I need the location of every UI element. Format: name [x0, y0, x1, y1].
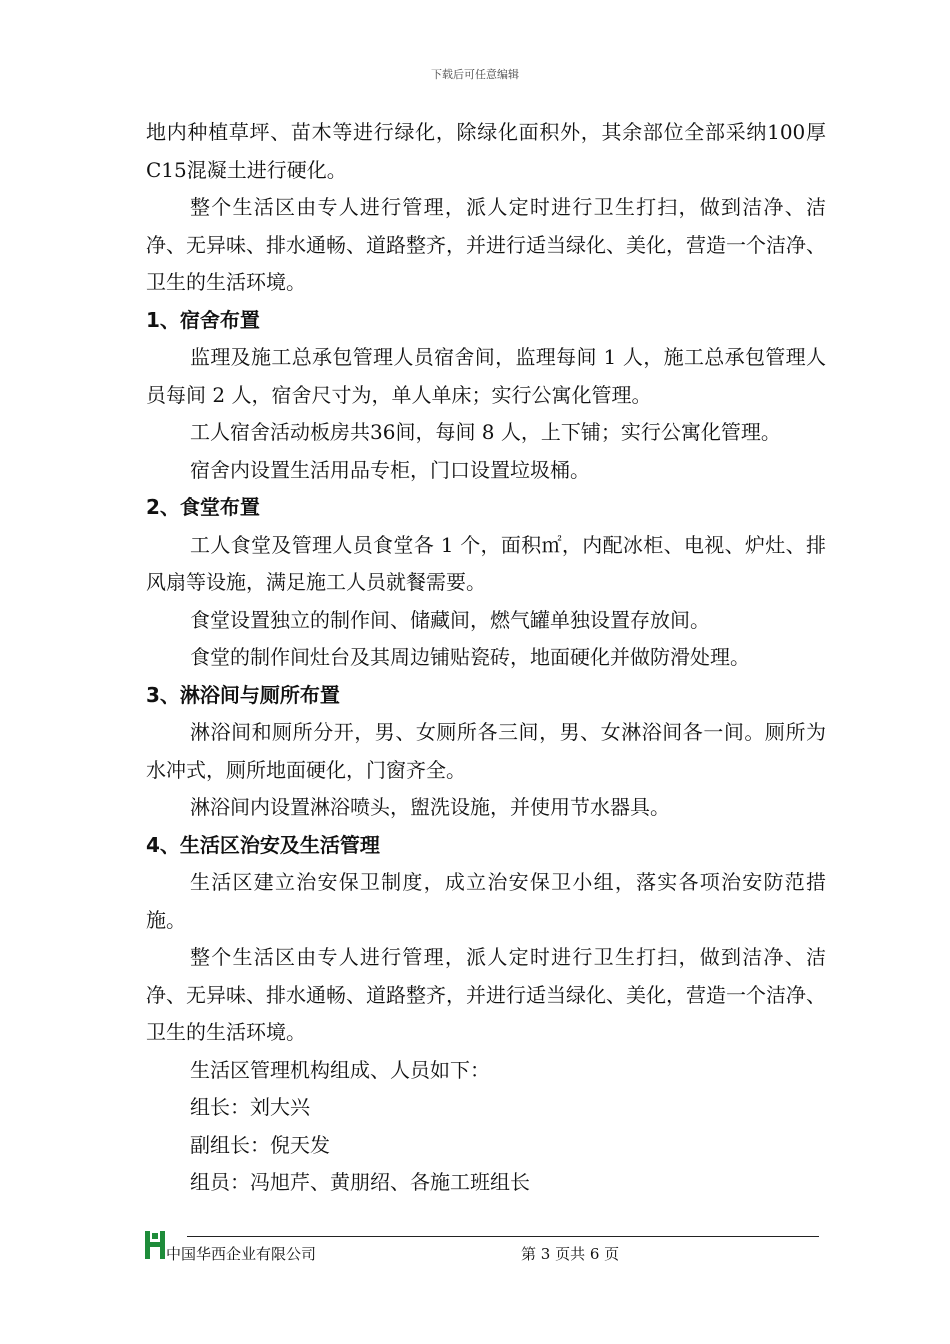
paragraph: 生活区管理机构组成、人员如下： [190, 1057, 490, 1082]
header-note: 下载后可任意编辑 [431, 68, 519, 81]
section-heading-dormitory: 1、宿舍布置 [146, 307, 260, 332]
paragraph: 监理及施工总承包管理人员宿舍间，监理每间 1 人，施工总承包管理人员每间 2 人，宿舍尺寸为，单人单床；实行公寓化管理。 [146, 345, 826, 407]
section-heading-canteen: 2、食堂布置 [146, 495, 260, 519]
deputy-team-leader: 副组长：倪天发 [190, 1132, 330, 1157]
team-members: 组员：冯旭芹、黄朋绍、各施工班组长 [190, 1170, 530, 1194]
paragraph: 食堂的制作间灶台及其周边铺贴瓷砖，地面硬化并做防滑处理。 [190, 645, 750, 669]
section-heading-bathroom: 3、淋浴间与厕所布置 [146, 682, 340, 707]
paragraph: 整个生活区由专人进行管理，派人定时进行卫生打扫，做到洁净、洁净、无异味、排水通畅、道路整齐，并进行适当绿化、美化，营造一个洁净、卫生的生活环境。 [146, 195, 826, 294]
paragraph: 淋浴间内设置淋浴喷头，盥洗设施，并使用节水器具。 [190, 795, 670, 819]
paragraph: 宿舍内设置生活用品专柜，门口设置垃圾桶。 [190, 457, 590, 482]
paragraph: 整个生活区由专人进行管理，派人定时进行卫生打扫，做到洁净、洁净、无异味、排水通畅、道路整齐，并进行适当绿化、美化，营造一个洁净、卫生的生活环境。 [146, 945, 826, 1044]
footer-page-number: 第 3 页共 6 页 [521, 1245, 620, 1263]
team-leader: 组长：刘大兴 [190, 1095, 310, 1119]
footer-company: 中国华西企业有限公司 [166, 1245, 317, 1263]
section-heading-security: 4、生活区治安及生活管理 [146, 832, 380, 857]
paragraph: 食堂设置独立的制作间、储藏间，燃气罐单独设置存放间。 [190, 607, 710, 632]
document-body [146, 114, 826, 1202]
paragraph: 地内种植草坪、苗木等进行绿化，除绿化面积外，其余部位全部采纳100厚C15混凝土进行硬化。 [146, 120, 826, 182]
paragraph: 淋浴间和厕所分开，男、女厕所各三间，男、女淋浴间各一间。厕所为水冲式，厕所地面硬化，门窗齐全。 [146, 720, 826, 782]
paragraph: 工人宿舍活动板房共36间，每间 8 人，上下铺；实行公寓化管理。 [190, 420, 781, 444]
paragraph: 工人食堂及管理人员食堂各 1 个，面积㎡，内配冰柜、电视、炉灶、排风扇等设施，满足施工人员就餐需要。 [146, 532, 826, 594]
footer-rule [187, 1236, 819, 1237]
company-logo-icon [144, 1229, 166, 1261]
paragraph: 生活区建立治安保卫制度，成立治安保卫小组，落实各项治安防范措施。 [146, 870, 826, 932]
